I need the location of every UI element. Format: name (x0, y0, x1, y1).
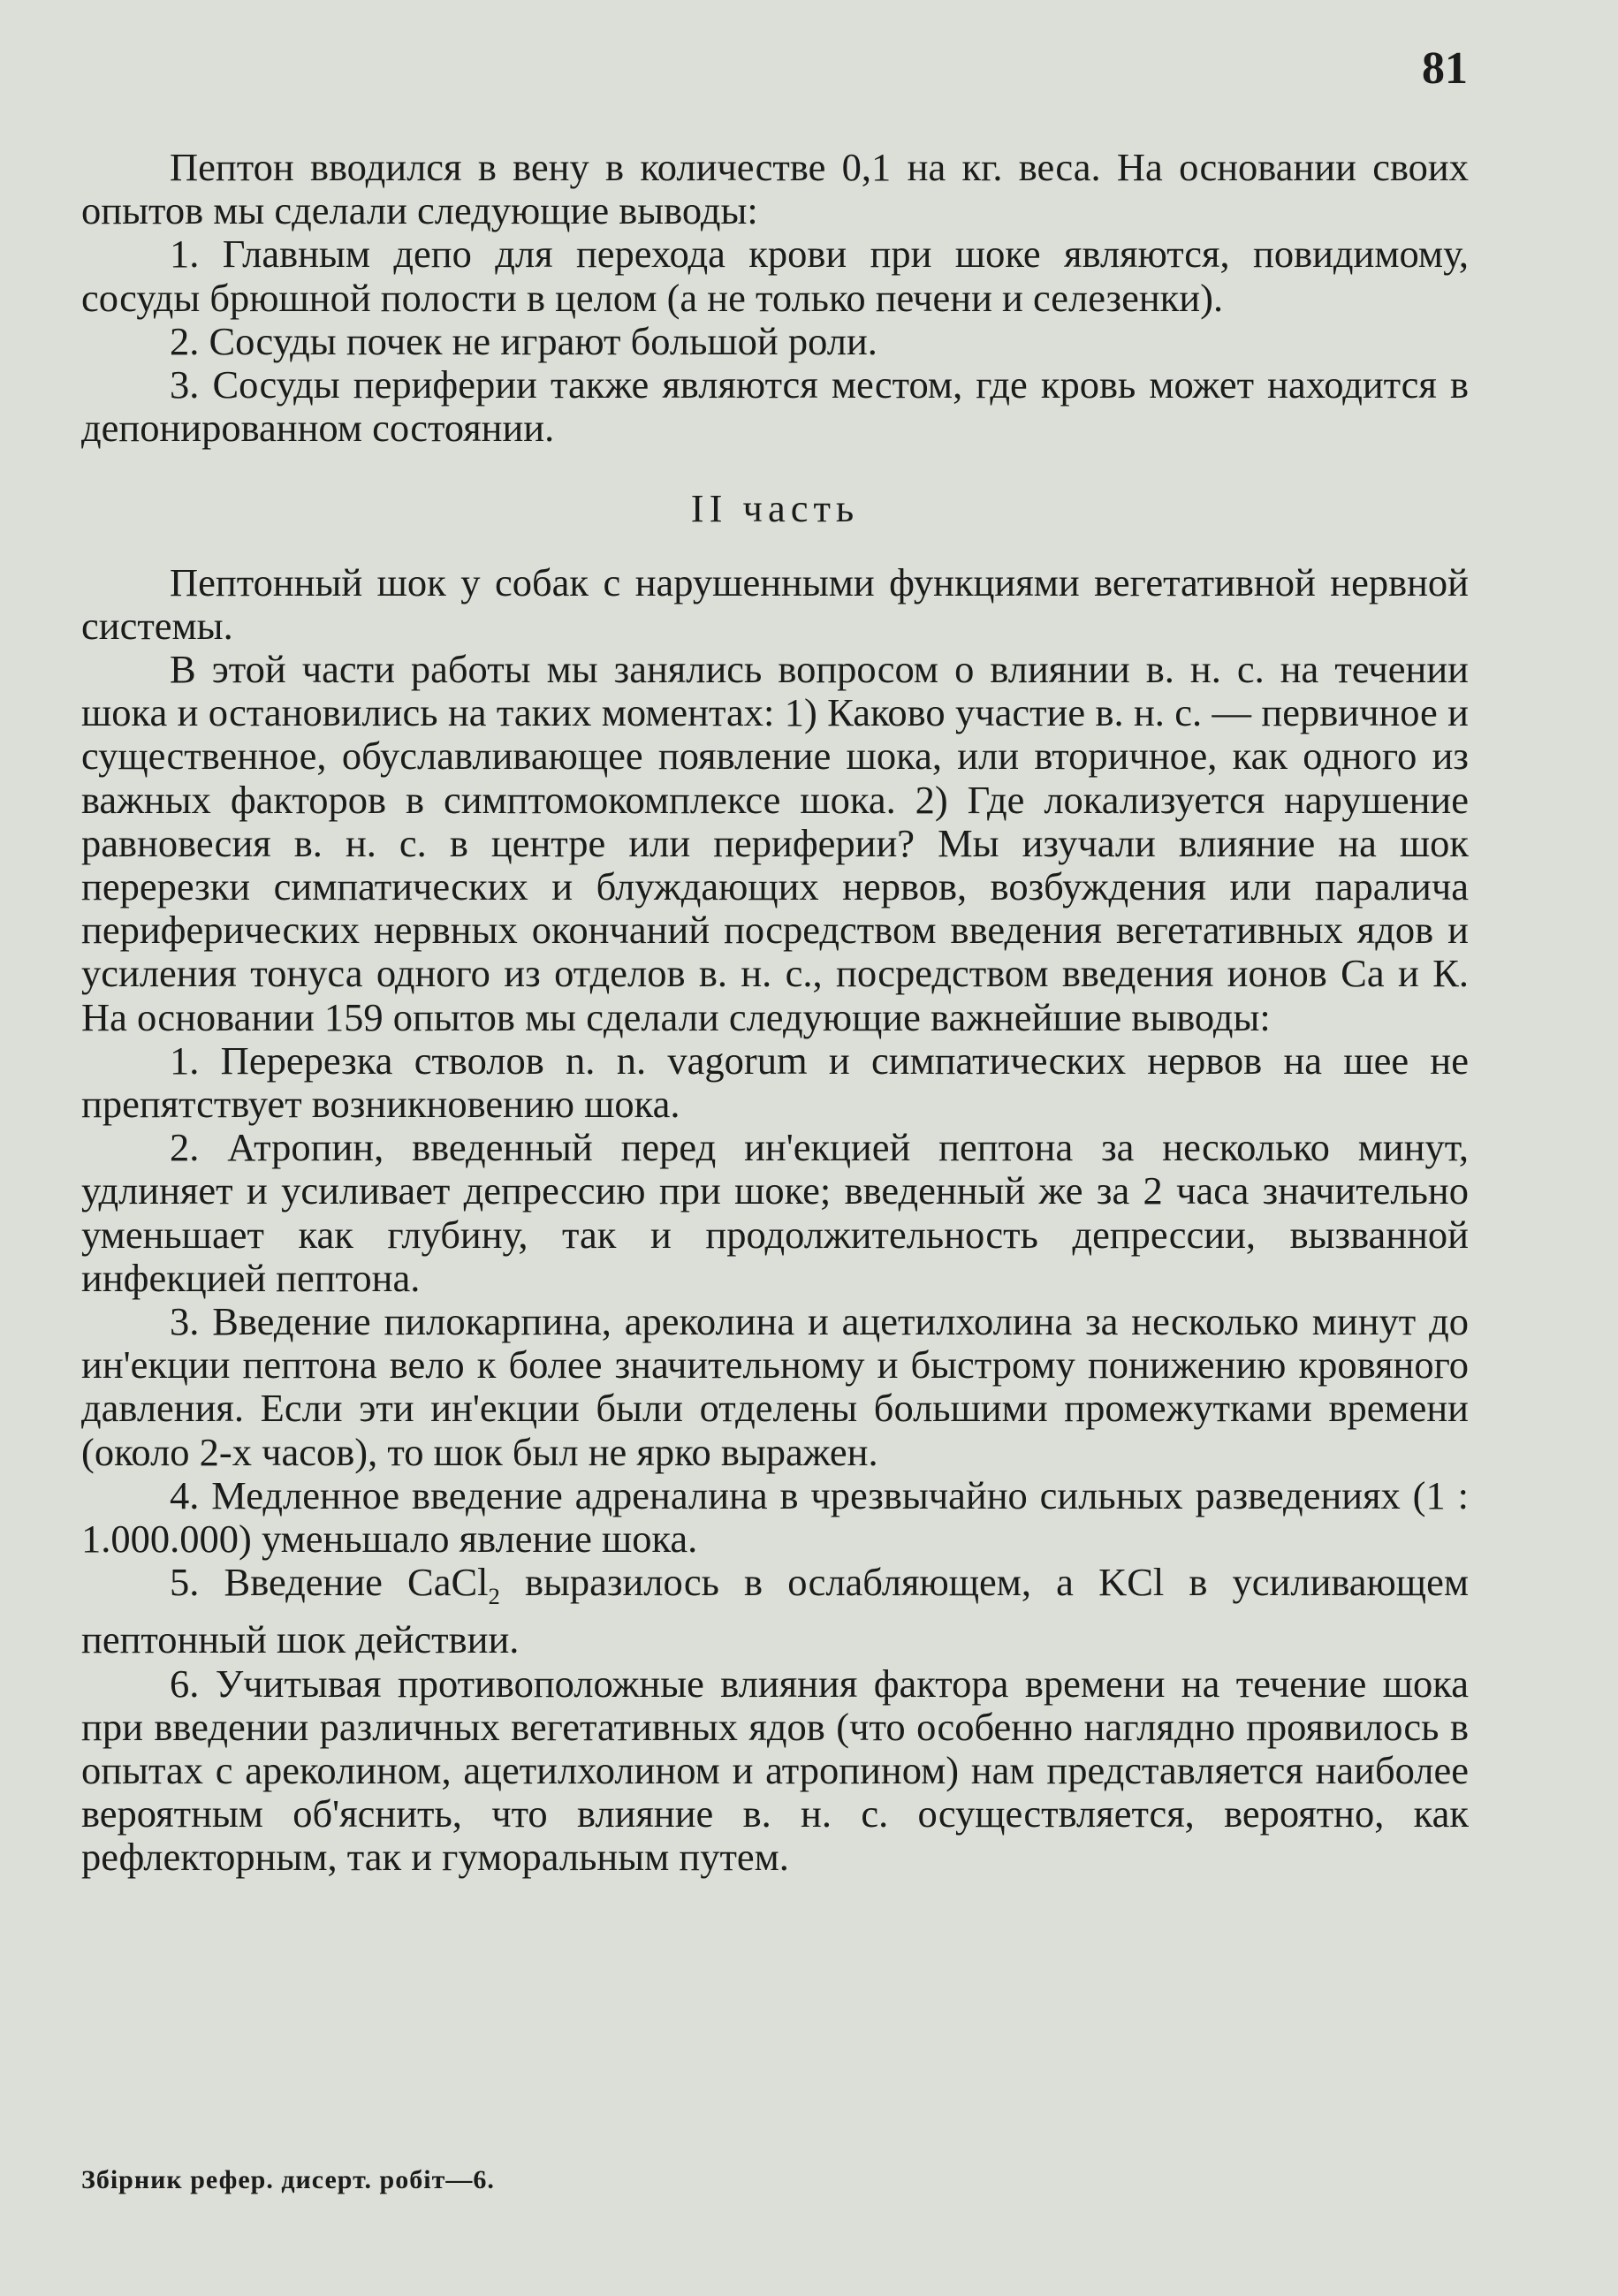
conclusion-1: 1. Главным депо для перехода крови при шоке являются, повидимому, сосуды брюшной полости в целом (а не только печени и селезенки). (81, 232, 1469, 320)
page-number: 81 (1422, 43, 1468, 94)
conclusion-2: 2. Сосуды почек не играют большой роли. (170, 318, 877, 363)
finding-5 (81, 1561, 1469, 1661)
finding-6: 6. Учитывая противоположные влияния фактора времени на течение шока при введении различных вегетативных ядов (что особенно наглядно проявилось в опытах с ареколином, ацетилхолином и атропином) нам представляется наиболее вероятным об'яснить, что влияние в. н. с. осуществляется, вероятно, как рефлекторным, так и гуморальным путем. (81, 1661, 1469, 1880)
finding-3: 3. Введение пилокарпина, ареколина и ацетилхолина за несколько минут до ин'екции пептона вело к более значительному и быстрому понижению кровяного давления. Если эти ин'екции были отделены большими промежутками времени (около 2-х часов), то шок был не ярко выражен. (81, 1299, 1469, 1474)
footer-signature: Збірник рефер. дисерт. робіт—6. (81, 2165, 495, 2194)
finding-1: 1. Перерезка стволов n. n. vagorum и симпатических нервов на шее не препятствует возникновению шока. (81, 1038, 1469, 1127)
finding-2: 2. Атропин, введенный перед ин'екцией пептона за несколько минут, удлиняет и усиливает депрессию при шоке; введенный же за 2 часа значительно уменьшает как глубину, так и продолжительность депрессии, вызванной инфекцией пептона. (81, 1125, 1469, 1300)
finding-5-subscript: 2 (488, 1583, 500, 1610)
body-text (81, 146, 1469, 1880)
finding-5-end: выразилось в ослабляющем, а KCl в усиливающем пептонный шок действии. (81, 1560, 1469, 1662)
part2-intro: В этой части работы мы занялись вопросом о влиянии в. н. с. на течении шока и остановились на таких моментах: 1) Каково участие в. н. с. — первичное и существенное, обуславливающее появление шока, или вторичное, как одного из важных факторов в симптомокомплексе шока. 2) Где локализуется нарушение равновесия в. н. с. в центре или периферии? Мы изучали влияние на шок перерезки симпатических и блуждающих нервов, возбуждения или паралича периферических нервных окончаний посредством введения вегетативных ядов и усиления тонуса одного из отделов в. н. с., посредством введения ионов Са и К. На основании 159 опытов мы сделали следующие важнейшие выводы: (81, 647, 1469, 1039)
paragraph-intro: Пептон вводился в вену в количестве 0,1 на кг. веса. На основании своих опытов мы сделали следующие выводы: (81, 145, 1469, 233)
conclusion-3: 3. Сосуды периферии также являются местом, где кровь может находится в депонированном состоянии. (81, 362, 1469, 451)
finding-5-start: 5. Введение CaCl (170, 1560, 489, 1605)
section-heading: II часть (690, 486, 860, 531)
finding-4: 4. Медленное введение адреналина в чрезвычайно сильных разведениях (1 : 1.000.000) уменьшало явление шока. (81, 1472, 1469, 1562)
part2-subtitle: Пептонный шок у собак с нарушенными функциями вегетативной нервной системы. (81, 559, 1469, 648)
